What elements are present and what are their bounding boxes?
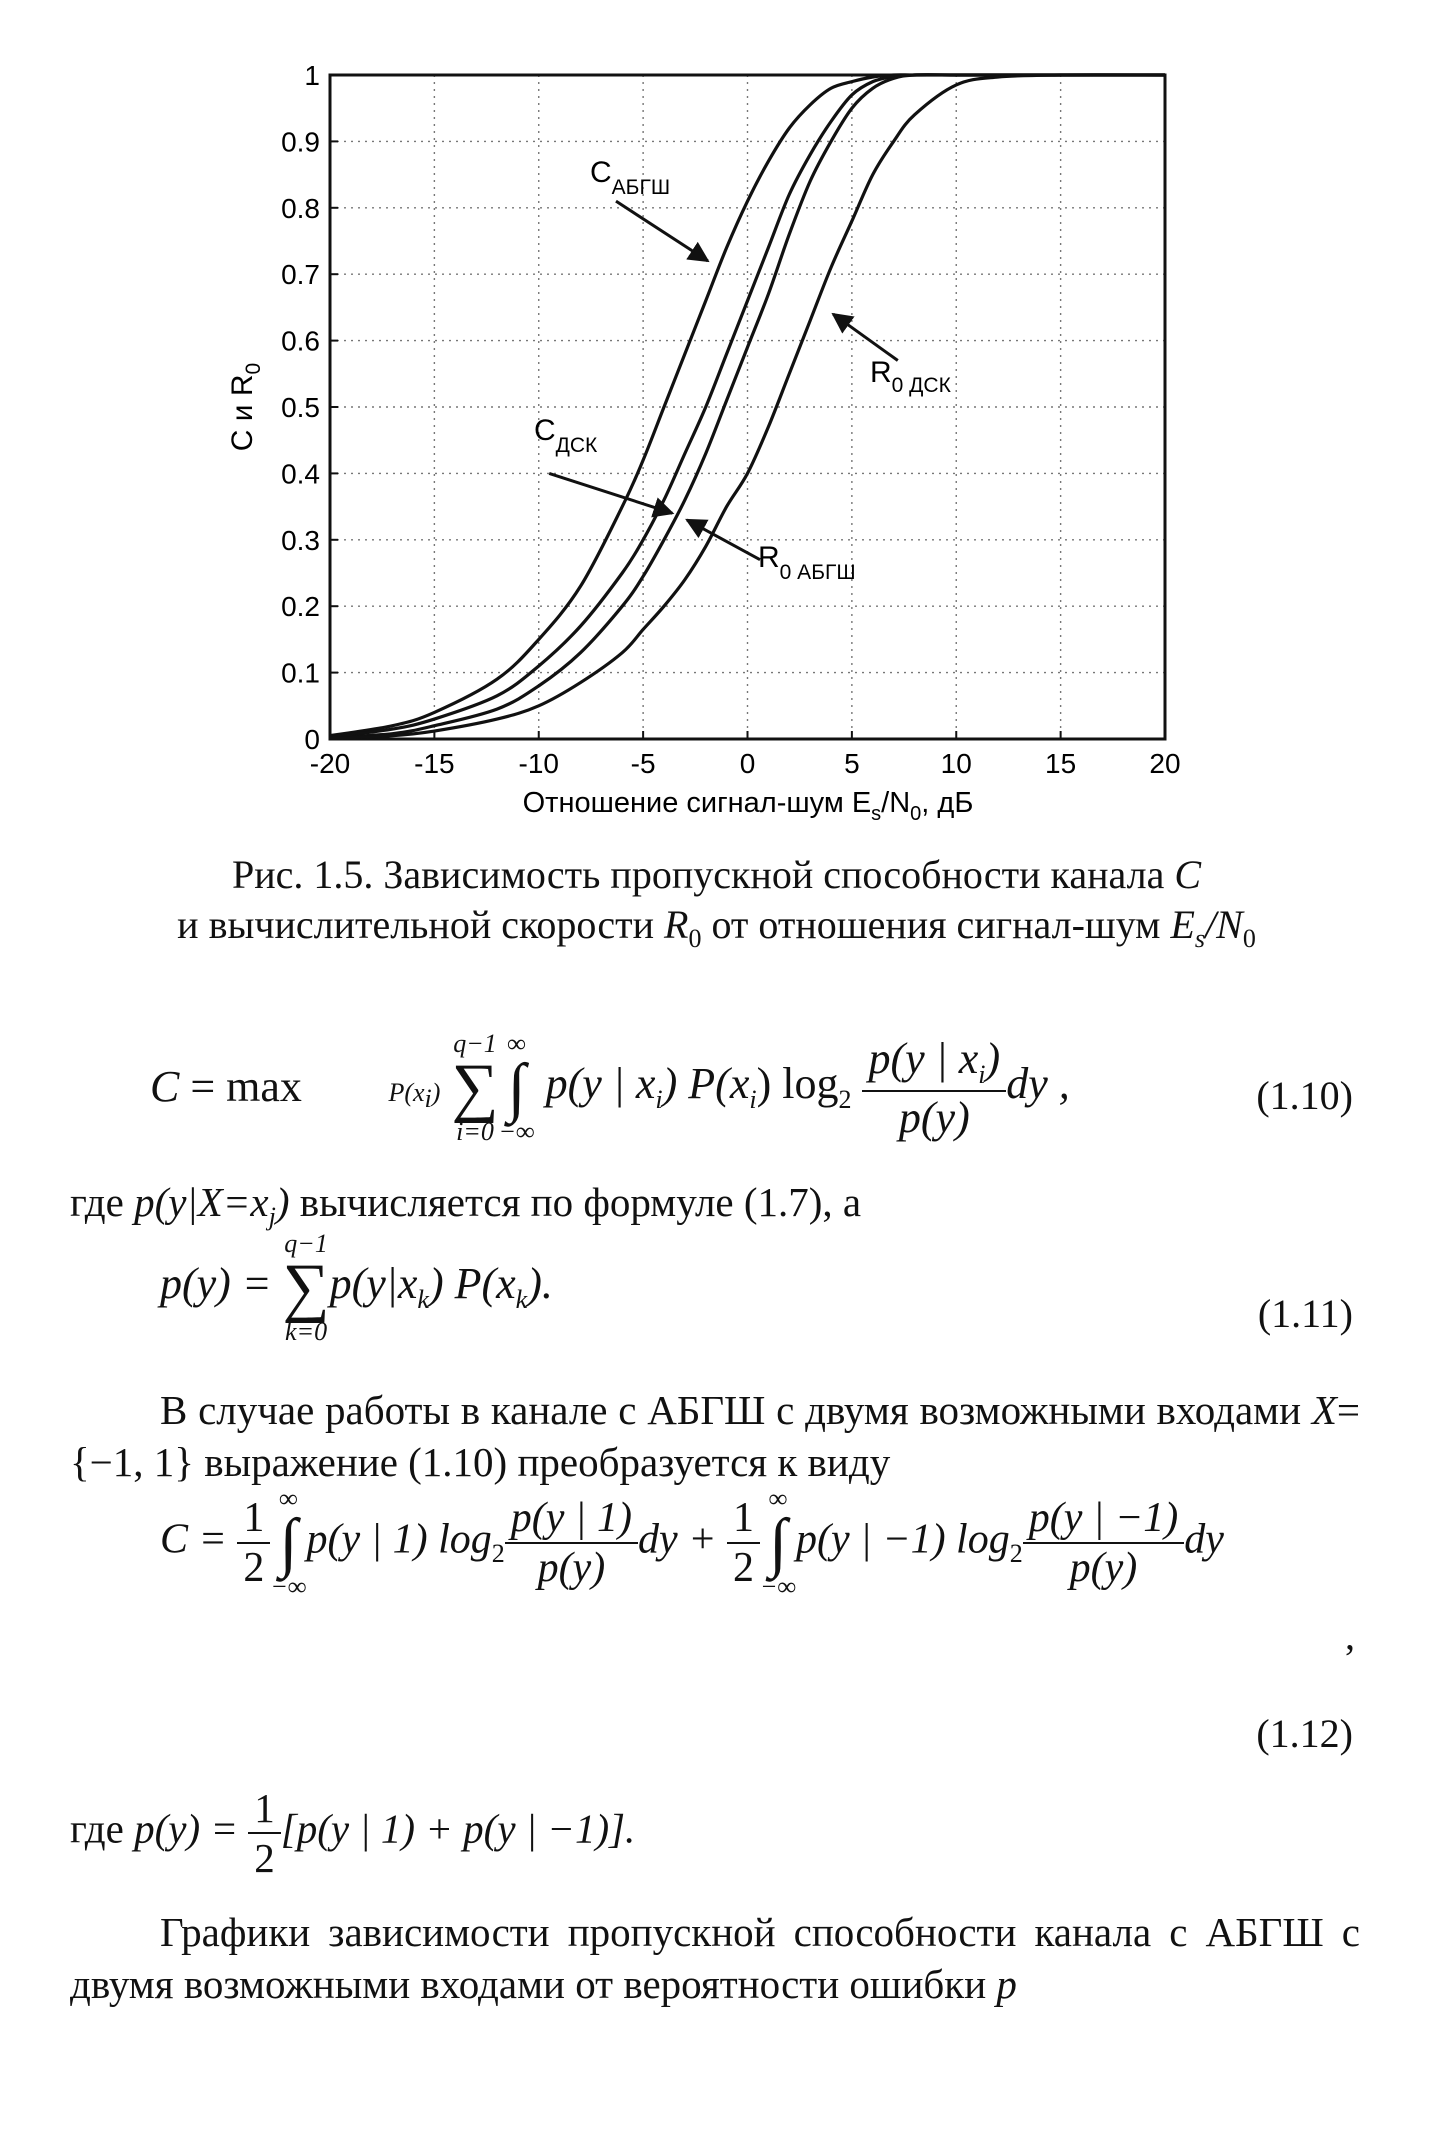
label-c-awgn: $C_{АБГШ}$ (590, 156, 671, 199)
y-tick-label: 1 (304, 60, 320, 91)
text-where-2: где p(y) = $\frac{1}{2}$ [p(y | 1) + p(y | −1)]. (70, 1785, 636, 1881)
arrow-c-bsc (549, 473, 672, 513)
paragraph-awgn-case: В случае работы в канале с АБГШ с двумя возможными входами X={−1, 1} выражение (1.10) преобразуется к виду (70, 1387, 1360, 1485)
eq110-integral: ∞ ∫ −∞ (498, 1029, 535, 1146)
figure-caption (0, 850, 1433, 964)
x-tick-label: -20 (309, 748, 351, 779)
paragraph-graphs: Графики зависимости пропускной способности канала с АБГШ с двумя возможными входами от вероятности ошибки p (70, 1909, 1360, 2007)
eq110-fraction: $\frac{p(y | x_i)}{p(y)}$ (862, 1033, 1006, 1143)
x-tick-label: 20 (1149, 748, 1181, 779)
y-tick-label: 0.5 (281, 392, 320, 423)
equation-1-10: $C = \max P(x_i)$ q−1 ∑ i=0∞ ∫ −∞ p(y | $x_i$) $P(x_i)$ $\log_2$ $\frac{p(y | x_i)}{p(y)}$ dy , (150, 1029, 1070, 1146)
eq111-sum: q−1 ∑ k=0 (282, 1229, 330, 1346)
arrow-r0-awgn (687, 520, 760, 560)
x-axis-label: Отношение сигнал-шум $E_s/N_0$, дБ (522, 787, 974, 825)
x-tick-label: 15 (1045, 748, 1077, 779)
equation-comma: , (1345, 1613, 1355, 1658)
x-tick-label: -10 (518, 748, 559, 779)
equation-number-1-12: (1.12) (1256, 1711, 1353, 1756)
label-c-bsc: $C_{ДСК}$ (534, 414, 598, 457)
equation-number-1-11: (1.11) (1257, 1291, 1353, 1336)
chart-grid (330, 75, 1165, 739)
x-tick-label: -5 (630, 748, 656, 779)
y-tick-label: 0.7 (281, 259, 320, 291)
eq110-max: $C = \max P(x_i)$ (150, 1062, 441, 1114)
y-axis-label: С и $R_0$ (226, 362, 265, 452)
x-tick-label: 5 (844, 748, 860, 779)
y-tick-label: 0.4 (281, 458, 320, 490)
y-tick-label: 0.3 (281, 524, 320, 556)
axis-ticks (281, 60, 1181, 779)
y-tick-label: 0.2 (281, 591, 320, 623)
equation-1-12: C = $\frac{1}{2}$ ∞ ∫ −∞p(y | 1) $\log_2$ $\frac{p(y | 1)}{p(y)}$ dy + $\frac{1}{2}$ ∞ ∫ −∞p(y | −1) $\log_2$ $\frac{p(y | -1)}{p(y)}$ dy (160, 1484, 1224, 1601)
arrow-r0-bsc (833, 314, 898, 360)
label-r0-bsc: $R_{0 ДСК}$ (870, 356, 951, 397)
y-tick-label: 0.8 (281, 192, 320, 224)
y-tick-label: 0.9 (281, 126, 320, 158)
y-tick-label: 0 (304, 724, 320, 755)
y-tick-label: 0.1 (281, 657, 320, 689)
arrow-c-awgn (616, 201, 708, 261)
x-tick-label: 0 (739, 748, 756, 779)
caption-line-2: и вычислительной скорости $R_0$ от отношения сигнал-шум $E_s/N_0$ (177, 902, 1256, 953)
equation-number-1-10: (1.10) (1256, 1073, 1353, 1118)
x-tick-label: -15 (414, 748, 455, 779)
label-r0-awgn: $R_{0 АБГШ}$ (758, 541, 856, 584)
equation-1-11: p(y) = q−1 ∑ $k=0p(y|x_k)$ $P(x_k)$. (160, 1229, 553, 1346)
y-tick-label: 0.6 (281, 325, 320, 357)
text-where-1: где $p(y|X=x_j)$ вычисляется по формуле (1.7), а (70, 1179, 862, 1232)
caption-line-1: Рис. 1.5. Зависимость пропускной способности канала C (231, 852, 1202, 897)
eq110-sum: q−1 ∑ i=0 (451, 1029, 499, 1146)
capacity-chart (0, 0, 1433, 830)
x-tick-label: 10 (940, 748, 972, 779)
